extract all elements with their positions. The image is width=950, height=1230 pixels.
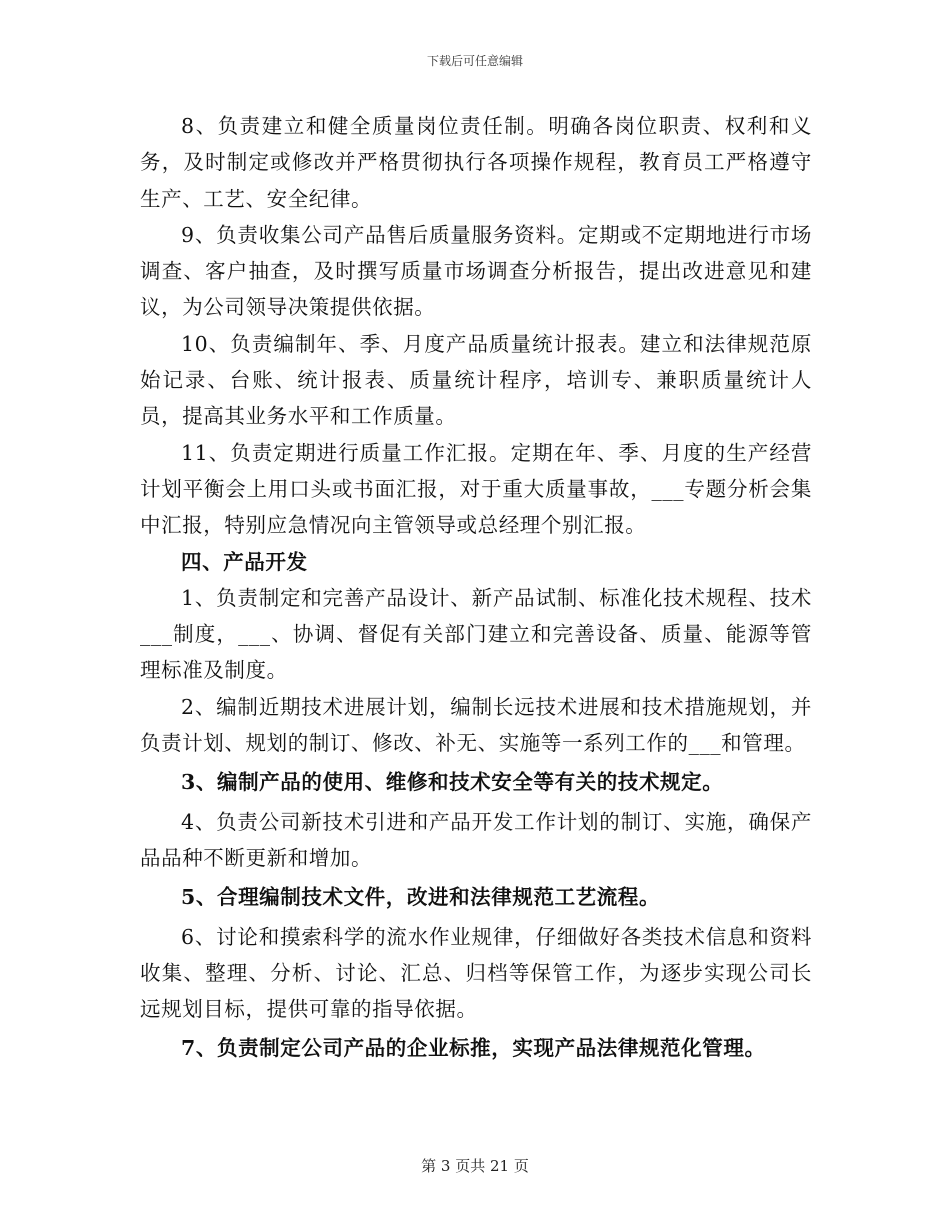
- paragraph-8: 8、负责建立和健全质量岗位责任制。明确各岗位职责、权利和义务，及时制定或修改并严格贯彻执行各项操作规程，教育员工严格遵守生产、工艺、安全纪律。: [140, 114, 812, 211]
- paragraph-dev-7: 7、负责制定公司产品的企业标推，实现产品法律规范化管理。: [181, 1036, 766, 1061]
- paragraph-10: 10、负责编制年、季、月度产品质量统计报表。建立和法律规范原始记录、台账、统计报表、质量统计程序，培训专、兼职质量统计人员，提高其业务水平和工作质量。: [140, 331, 812, 429]
- paragraph-dev-5: 5、合理编制技术文件，改进和法律规范工艺流程。: [181, 885, 661, 910]
- paragraph-11: 11、负责定期进行质量工作汇报。定期在年、季、月度的生产经营计划平衡会上用口头或书面汇报，对于重大质量事故，___专题分析会集中汇报，特别应急情况向主管领导或总经理个别汇报。: [140, 440, 812, 538]
- section-heading-product-development: 四、产品开发: [181, 549, 308, 574]
- paragraph-dev-2: 2、编制近期技术进展计划，编制长远技术进展和技术措施规划，并负责计划、规划的制订、修改、补无、实施等一系列工作的___和管理。: [140, 694, 812, 756]
- paragraph-dev-1: 1、负责制定和完善产品设计、新产品试制、标准化技术规程、技术___制度，___、协调、督促有关部门建立和完善设备、质量、能源等管理标准及制度。: [140, 585, 812, 683]
- page-footer: 第 3 页共 21 页: [421, 1157, 529, 1175]
- document-body: [140, 108, 812, 1070]
- paragraph-dev-4: 4、负责公司新技术引进和产品开发工作计划的制订、实施，确保产品品种不断更新和增加。: [140, 809, 812, 870]
- paragraph-9: 9、负责收集公司产品售后质量服务资料。定期或不定期地进行市场调查、客户抽查，及时撰写质量市场调查分析报告，提出改进意见和建议，为公司领导决策提供依据。: [140, 222, 812, 320]
- page-header: 下载后可任意编辑: [426, 54, 523, 68]
- paragraph-dev-3: 3、编制产品的使用、维修和技术安全等有关的技术规定。: [181, 770, 724, 795]
- paragraph-dev-6: 6、讨论和摸索科学的流水作业规律，仔细做好各类技术信息和资料收集、整理、分析、讨论、汇总、归档等保管工作，为逐步实现公司长远规划目标，提供可靠的指导依据。: [140, 924, 812, 1022]
